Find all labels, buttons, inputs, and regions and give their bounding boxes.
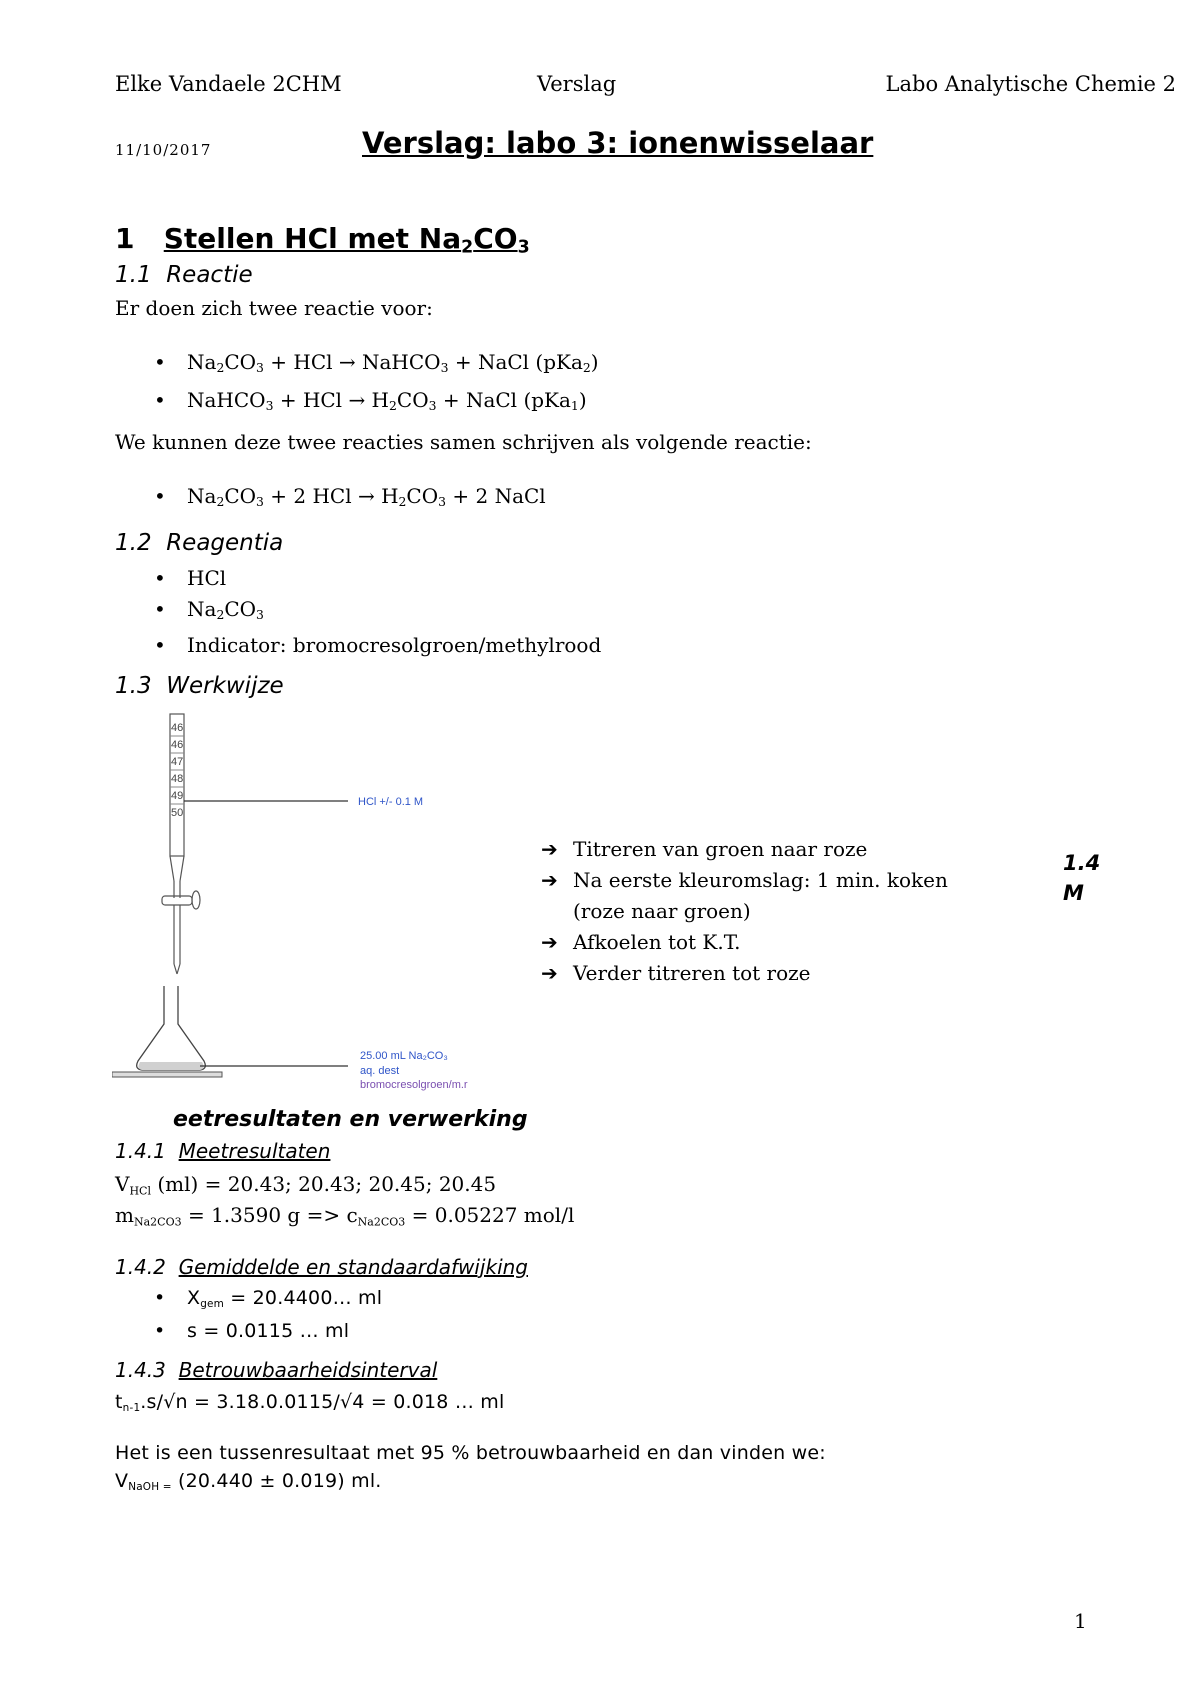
section-1-1-heading: 1.1 Reactie bbox=[115, 262, 253, 288]
erlenmeyer-flask bbox=[137, 986, 206, 1070]
arrow-right-icon: ➔ bbox=[541, 837, 558, 861]
section-1-2-heading: 1.2 Reagentia bbox=[115, 530, 284, 556]
burette-tube bbox=[170, 714, 184, 856]
header-course: Labo Analytische Chemie 2 bbox=[885, 72, 1176, 96]
arrow-right-icon: ➔ bbox=[541, 961, 558, 985]
combined-reaction: • $Na_2CO_3 + 2$ HCl → $H_2CO_3 + 2$ NaCl bbox=[115, 480, 546, 518]
flask-label-2: aq. dest bbox=[360, 1065, 400, 1077]
reaction-2: • NaHCO$_3$ + HCl → $H_2CO_3$ + NaCl (pKa$_1$) bbox=[115, 384, 599, 422]
burette-tick: 46 bbox=[171, 739, 184, 751]
stopcock bbox=[162, 896, 192, 905]
combined-reaction-list bbox=[115, 480, 546, 518]
reaction-1: • $Na_2CO_3$ + HCl → NaHCO$_3$ + NaCl (pKa$_2$) bbox=[115, 346, 599, 384]
reagent-hcl: • HCl bbox=[115, 563, 601, 594]
section-1-4-number: 1.4 M bbox=[1063, 851, 1101, 905]
burette-tick: 47 bbox=[171, 756, 184, 768]
flask-label-1: 25.00 mL Na₂CO₃ bbox=[360, 1050, 448, 1062]
header-center: Verslag bbox=[537, 72, 617, 96]
reagent-na2co3: • $Na_2CO_3$ bbox=[115, 594, 601, 630]
section-1-4-1-heading: 1.4.1 Meetresultaten bbox=[115, 1139, 331, 1163]
section-1-4-title: eetresultaten en verwerking bbox=[173, 1107, 528, 1132]
reagents-list bbox=[115, 563, 601, 661]
statistics-list bbox=[115, 1285, 382, 1345]
page-title: Verslag: labo 3: ionenwisselaar bbox=[362, 126, 874, 160]
procedure-step: ➔ Na eerste kleuromslag: 1 min. koken bbox=[541, 865, 948, 896]
vhcl-results: $V_{HCl}$ (ml) = 20.43; 20.43; 20.45; 20.45 bbox=[115, 1172, 497, 1198]
section-1-4-2-heading: 1.4.2 Gemiddelde en standaardafwijking bbox=[115, 1255, 528, 1279]
interval-formula: $t_{n-1}.s/√n = 3.18.0.0115/√4 = 0.018$ … ml bbox=[115, 1391, 505, 1415]
header-author: Elke Vandaele 2CHM bbox=[115, 72, 342, 96]
page-number: 1 bbox=[1074, 1609, 1087, 1633]
procedure-step: ➔ Titreren van groen naar roze bbox=[541, 834, 948, 865]
burette-tick: 48 bbox=[171, 773, 184, 785]
section-1-title: Stellen HCl met $Na_2CO_3$ bbox=[163, 222, 530, 258]
reaction-list bbox=[115, 346, 599, 422]
section-1-3-heading: 1.3 Werkwijze bbox=[115, 673, 284, 699]
burette-label: HCl +/- 0.1 M bbox=[358, 796, 424, 808]
arrow-right-icon: ➔ bbox=[541, 868, 558, 892]
section-1-heading bbox=[115, 222, 530, 257]
section-1-number: 1 bbox=[115, 222, 135, 255]
section-1-4-3-heading: 1.4.3 Betrouwbaarheidsinterval bbox=[115, 1358, 438, 1382]
mass-concentration: $m_{Na2CO3} = 1.3590$ $g => c_{Na2CO3} = 0.05227$ mol/l bbox=[115, 1203, 575, 1229]
reaction-intro: Er doen zich twee reactie voor: bbox=[115, 296, 433, 320]
reagent-indicator: • Indicator: bromocresolgroen/methylrood bbox=[115, 630, 601, 661]
base-plate bbox=[112, 1072, 222, 1077]
procedure-step: ➔ Afkoelen tot K.T. bbox=[541, 927, 948, 958]
final-result: $V_{NaOH =}$ (20.440 ± 0.019) ml. bbox=[115, 1470, 382, 1494]
procedure-steps bbox=[541, 834, 948, 989]
procedure-step-continued: (roze naar groen) bbox=[573, 899, 751, 923]
titration-figure bbox=[112, 706, 532, 1096]
std-dev-value: • s = 0.0115 … ml bbox=[115, 1318, 382, 1345]
arrow-right-icon: ➔ bbox=[541, 930, 558, 954]
report-date: 11/10/2017 bbox=[115, 141, 212, 159]
flask-solution bbox=[138, 1062, 203, 1070]
flask-label-3: bromocresolgroen/m.r bbox=[360, 1079, 468, 1091]
conclusion-text: Het is een tussenresultaat met 95 % betrouwbaarheid en dan vinden we: bbox=[115, 1442, 826, 1464]
procedure-step: ➔ Verder titreren tot roze bbox=[541, 958, 948, 989]
combine-text: We kunnen deze twee reacties samen schrijven als volgende reactie: bbox=[115, 430, 812, 454]
mean-value: • $X_{gem}$ = 20.4400… ml bbox=[115, 1285, 382, 1318]
burette-tick: 46 bbox=[171, 722, 184, 734]
burette-tick: 50 bbox=[171, 807, 184, 819]
burette-tick: 49 bbox=[171, 790, 184, 802]
